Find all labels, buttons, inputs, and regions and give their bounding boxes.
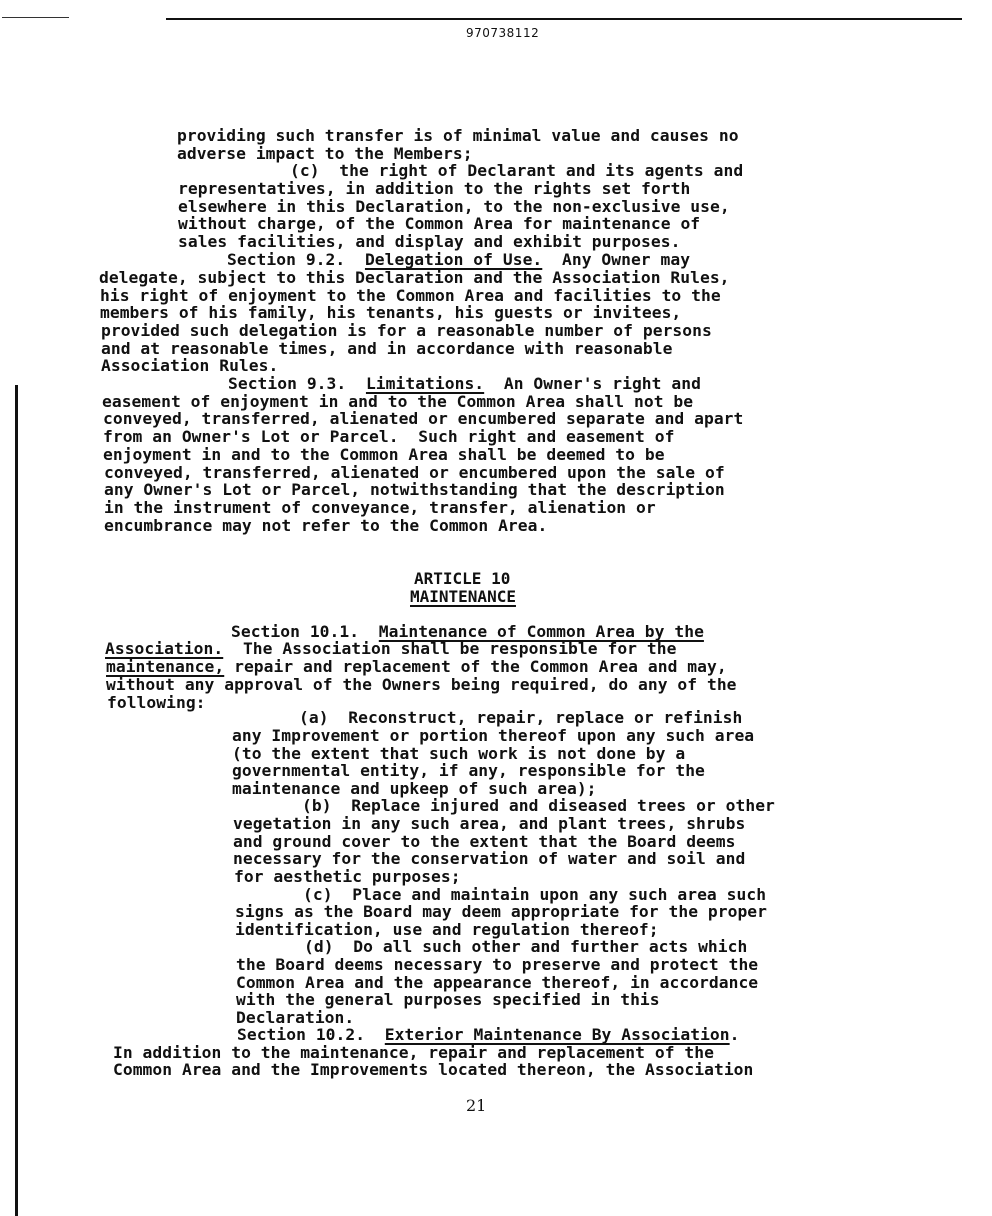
text-line <box>232 728 754 744</box>
text-segment: (b) Replace injured and diseased trees or other <box>302 796 775 815</box>
text-line <box>236 975 758 991</box>
text-line <box>304 939 747 955</box>
text-segment: from an Owner's Lot or Parcel. Such right and easement of <box>103 427 675 446</box>
text-line <box>233 816 745 832</box>
text-line <box>99 270 730 286</box>
text-segment: (a) Reconstruct, repair, replace or refinish <box>299 708 743 727</box>
text-segment: without charge, of the Common Area for maintenance of <box>178 214 701 233</box>
text-segment: sales facilities, and display and exhibit purposes. <box>178 232 681 251</box>
text-segment: for aesthetic purposes; <box>234 867 461 886</box>
text-segment: Association Rules. <box>101 356 279 375</box>
text-line <box>178 199 730 215</box>
text-line <box>290 163 743 179</box>
underlined-heading: Delegation of Use. <box>364 250 543 269</box>
text-segment: repair and replacement of the Common Area and may, <box>224 657 727 676</box>
text-line <box>104 518 547 534</box>
underlined-heading: maintenance, <box>106 657 225 676</box>
text-line <box>232 746 685 762</box>
text-line <box>103 411 743 427</box>
text-line <box>177 128 739 144</box>
text-segment: enjoyment in and to the Common Area shall be deemed to be <box>103 445 665 464</box>
text-segment: vegetation in any such area, and plant trees, shrubs <box>233 814 746 833</box>
text-segment: elsewhere in this Declaration, to the non-exclusive use, <box>178 197 730 216</box>
text-line <box>104 500 656 516</box>
text-segment: without any approval of the Owners being required, do any of the <box>106 675 737 694</box>
header-rule-short <box>2 17 69 18</box>
text-segment: An Owner's right and <box>484 374 701 393</box>
text-line <box>103 447 665 463</box>
text-segment: maintenance and upkeep of such area); <box>232 779 597 798</box>
text-line <box>178 181 690 197</box>
text-segment: provided such delegation is for a reasonable number of persons <box>101 321 712 340</box>
text-line <box>100 305 681 321</box>
text-segment: necessary for the conservation of water and soil and <box>233 849 746 868</box>
text-line <box>236 1010 354 1026</box>
text-segment: and at reasonable times, and in accordance with reasonable <box>101 339 673 358</box>
text-segment: (c) the right of Declarant and its agents and <box>290 161 744 180</box>
text-line <box>236 957 758 973</box>
text-segment: Section 10.1. <box>231 622 379 641</box>
text-line <box>227 252 690 268</box>
text-segment: Section 10.2. <box>237 1025 385 1044</box>
underlined-heading: Exterior Maintenance By Association <box>384 1025 730 1044</box>
text-line <box>101 358 278 374</box>
text-segment: The Association shall be responsible for the <box>223 639 677 658</box>
text-segment: signs as the Board may deem appropriate for the proper <box>235 902 768 921</box>
text-segment: Section 9.2. <box>227 250 365 269</box>
text-segment: identification, use and regulation thereof; <box>235 920 659 939</box>
text-segment: governmental entity, if any, responsible for the <box>232 761 705 780</box>
text-line <box>106 659 727 675</box>
text-line <box>105 641 676 657</box>
text-segment: the Board deems necessary to preserve and protect the <box>236 955 759 974</box>
header-rule <box>166 18 962 20</box>
text-segment: Declaration. <box>236 1008 355 1027</box>
text-segment: delegate, subject to this Declaration and the Association Rules, <box>99 268 730 287</box>
text-segment: conveyed, transferred, alienated or encumbered upon the sale of <box>104 463 725 482</box>
page-number: 21 <box>466 1096 487 1115</box>
text-line <box>237 1027 739 1043</box>
text-line <box>299 710 742 726</box>
text-line <box>303 887 766 903</box>
text-segment: representatives, in addition to the rights set forth <box>178 179 691 198</box>
text-segment: following: <box>107 693 206 712</box>
article-title: MAINTENANCE <box>410 587 516 606</box>
text-line <box>113 1062 753 1078</box>
text-line <box>234 869 461 885</box>
text-segment: (d) Do all such other and further acts which <box>304 937 748 956</box>
text-line <box>178 216 700 232</box>
margin-bar <box>15 385 18 1216</box>
underlined-heading: Maintenance of Common Area by the <box>378 622 704 641</box>
text-line <box>100 288 721 304</box>
text-segment: . <box>729 1025 740 1044</box>
text-line <box>104 482 725 498</box>
text-line <box>107 695 206 711</box>
text-segment: any Owner's Lot or Parcel, notwithstanding that the description <box>104 480 725 499</box>
text-segment: in the instrument of conveyance, transfer, alienation or <box>104 498 656 517</box>
text-line <box>233 851 745 867</box>
text-segment: adverse impact to the Members; <box>177 144 473 163</box>
text-segment: providing such transfer is of minimal value and causes no <box>177 126 739 145</box>
text-line <box>232 781 597 797</box>
text-line <box>104 465 725 481</box>
text-segment: encumbrance may not refer to the Common Area. <box>104 516 548 535</box>
text-line <box>106 677 737 693</box>
text-line <box>228 376 701 392</box>
text-segment: with the general purposes specified in this <box>236 990 660 1009</box>
text-segment: easement of enjoyment in and to the Common Area shall not be <box>102 392 694 411</box>
text-line <box>101 323 712 339</box>
text-line <box>101 341 672 357</box>
text-line <box>178 234 680 250</box>
underlined-heading: Limitations. <box>365 374 485 393</box>
text-segment: Common Area and the appearance thereof, in accordance <box>236 973 759 992</box>
text-line <box>177 146 473 162</box>
underlined-heading: Association. <box>105 639 224 658</box>
text-segment: Any Owner may <box>542 250 691 269</box>
text-segment: his right of enjoyment to the Common Area and facilities to the <box>100 286 721 305</box>
document-number: 970738112 <box>466 26 540 40</box>
article-heading: ARTICLE 10 <box>414 569 511 588</box>
text-segment: In addition to the maintenance, repair and replacement of the <box>113 1043 714 1062</box>
text-segment: members of his family, his tenants, his guests or invitees, <box>100 303 682 322</box>
text-segment: and ground cover to the extent that the Board deems <box>233 832 736 851</box>
text-segment: (to the extent that such work is not done by a <box>232 744 686 763</box>
text-segment: conveyed, transferred, alienated or encumbered separate and apart <box>103 409 744 428</box>
text-line <box>232 763 705 779</box>
text-line <box>103 429 674 445</box>
text-segment: Section 9.3. <box>228 374 366 393</box>
text-line <box>231 624 704 640</box>
text-segment: any Improvement or portion thereof upon any such area <box>232 726 755 745</box>
text-line <box>113 1045 714 1061</box>
text-line <box>302 798 775 814</box>
text-line <box>233 834 735 850</box>
text-line <box>235 904 767 920</box>
text-line <box>236 992 660 1008</box>
text-segment: Common Area and the Improvements located thereon, the Association <box>113 1060 754 1079</box>
text-line <box>102 394 693 410</box>
text-line <box>235 922 659 938</box>
text-segment: (c) Place and maintain upon any such area such <box>303 885 767 904</box>
